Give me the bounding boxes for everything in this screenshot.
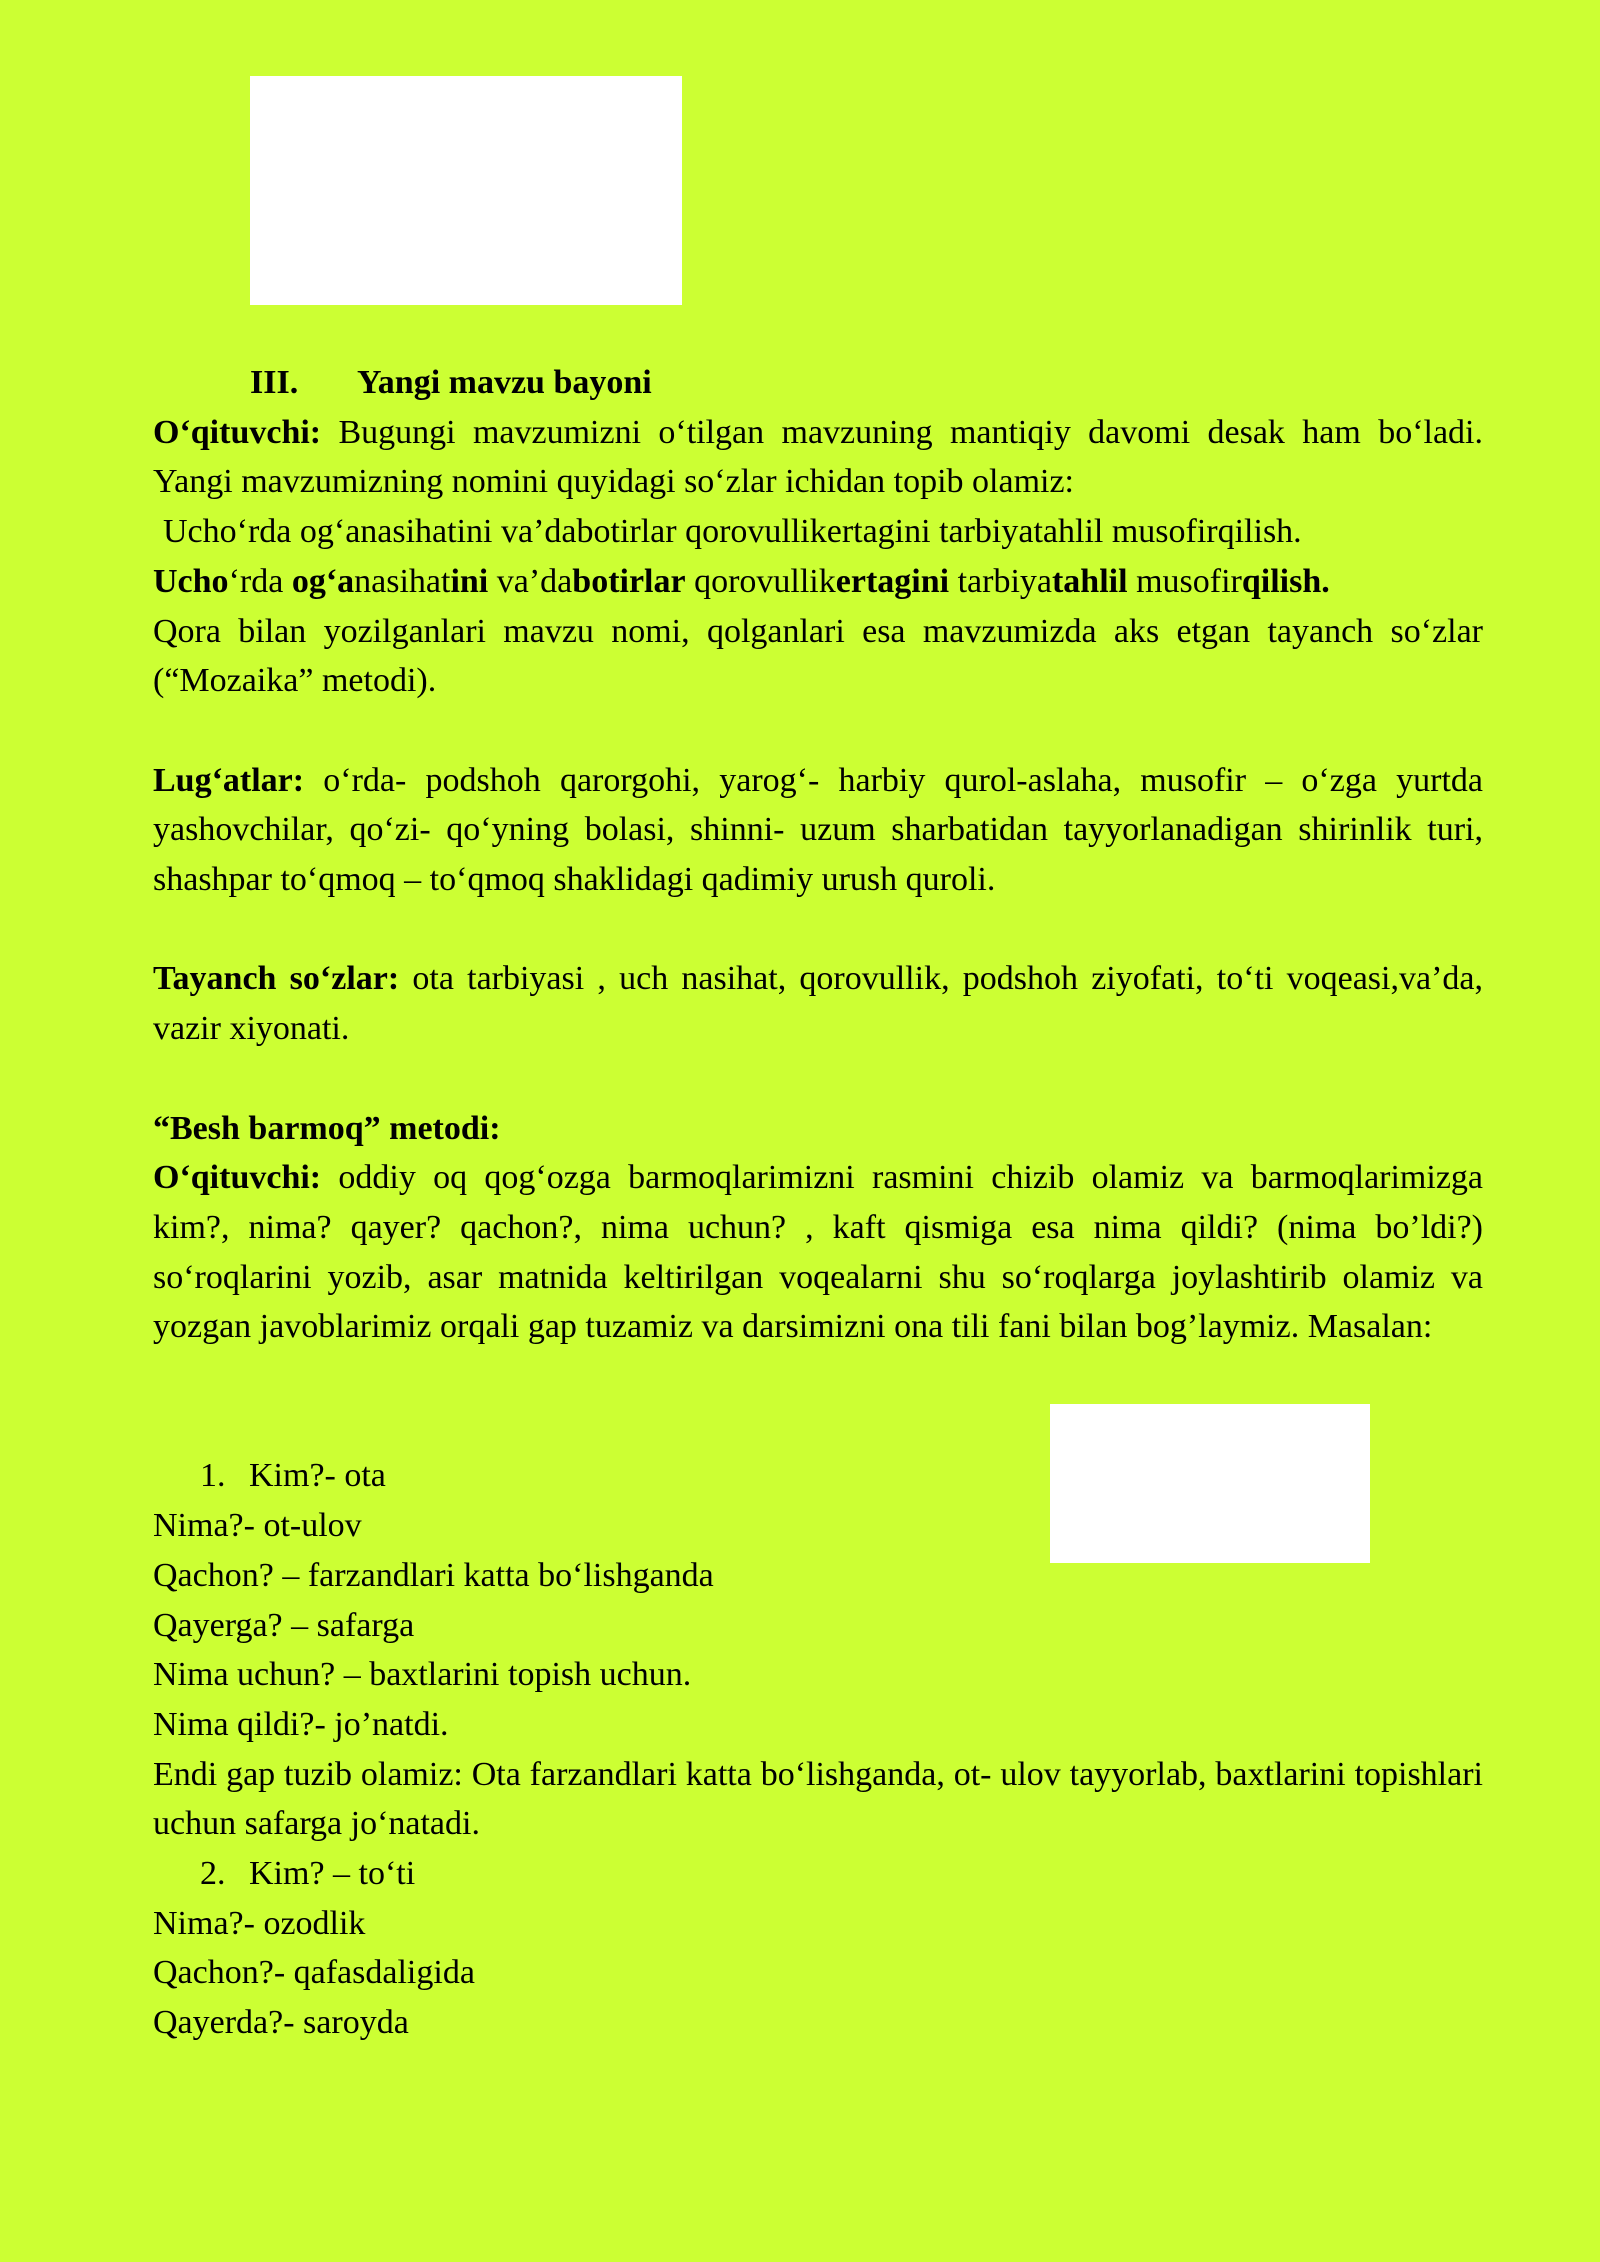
example1-line: Nima uchun? – baxtlarini topish uchun.: [153, 1656, 692, 1694]
example2-number: 2.: [200, 1855, 226, 1893]
method-label: O‘qituvchi:: [153, 1159, 322, 1197]
section-title: Yangi mavzu bayoni: [357, 364, 652, 401]
intro-label: O‘qituvchi:: [153, 413, 322, 451]
example1-item: [153, 1451, 1483, 1501]
example2-item: [153, 1849, 1483, 1899]
keywords-label: Tayanch so‘zlar:: [153, 960, 400, 998]
example1-line: Nima?- ot-ulov: [153, 1507, 362, 1545]
method-text: oddiy oq qog‘ozga barmoqlarimizni rasmini chizib olamiz va barmoqlarimizga kim?, nima? qayer? qachon?, nima uchun? , kaft qismiga esa nima qildi? (nima bo’ldi?) so‘roqlarini yozib, asar matnida keltirilgan voqealarni shu so‘roqlarga joylashtirib olamiz va yozgan javoblarimiz orqali gap tuzamiz va darsimizni ona tili fani bilan bog’laymiz. Masalan:: [153, 1159, 1483, 1346]
puzzle-highlighted-line: [153, 557, 1483, 607]
keywords-paragraph: [153, 954, 1483, 1053]
example1-line: Qachon? – farzandlari katta bo‘lishganda: [153, 1556, 714, 1594]
puzzle-fragment: ‘rda: [228, 562, 292, 600]
glossary-paragraph: [153, 756, 1483, 905]
image-placeholder-top: [250, 76, 682, 305]
puzzle-fragment: musofir: [1127, 562, 1242, 600]
topic-fragment: ini: [450, 562, 489, 600]
example1-number: 1.: [200, 1457, 226, 1495]
example1-line: Nima qildi?- jo’natdi.: [153, 1705, 449, 1743]
method-title-text: “Besh barmoq” metodi:: [153, 1109, 501, 1147]
topic-fragment: qilish.: [1241, 562, 1330, 600]
mozaika-paragraph: Qora bilan yozilganlari mavzu nomi, qolganlari esa mavzumizda aks etgan tayanch so‘zlar (“Mozaika” metodi).: [153, 612, 1483, 700]
puzzle-fragment: tarbiya: [949, 562, 1052, 600]
keywords-text: ota tarbiyasi , uch nasihat, qorovullik, podshoh ziyofati, to‘ti voqeasi,va’da, vazir xiyonati.: [153, 960, 1483, 1048]
topic-fragment: Ucho: [153, 562, 229, 600]
topic-fragment: ertagini: [835, 562, 950, 600]
puzzle-fragment: va’da: [488, 562, 573, 600]
example2-line: Qachon?- qafasdaligida: [153, 1954, 475, 1992]
method-title: [153, 1104, 1483, 1154]
topic-fragment: tahlil: [1051, 562, 1128, 600]
example2-line: Nima?- ozodlik: [153, 1904, 366, 1942]
example2-line: Qayerda?- saroyda: [153, 2004, 409, 2042]
intro-text: Bugungi mavzumizni o‘tilgan mavzuning mantiqiy davomi desak ham bo‘ladi. Yangi mavzumizning nomini quyidagi so‘zlar ichidan topib olamiz:: [153, 413, 1483, 501]
example1-line: Qayerga? – safarga: [153, 1606, 415, 1644]
puzzle-fragment: nasihat: [354, 562, 451, 600]
method-paragraph: [153, 1153, 1483, 1352]
example1-first: Kim?- ota: [249, 1457, 386, 1495]
puzzle-fragment: qorovullik: [685, 562, 836, 600]
section-number: III.: [250, 364, 299, 401]
topic-fragment: og‘a: [291, 562, 355, 600]
intro-paragraph: [153, 408, 1483, 507]
document-body: [153, 358, 1483, 2048]
glossary-label: Lug‘atlar:: [153, 761, 305, 799]
topic-fragment: botirlar: [572, 562, 686, 600]
section-heading: [153, 358, 1483, 408]
example1-sentence: Endi gap tuzib olamiz: Ota farzandlari katta bo‘lishganda, ot- ulov tayyorlab, baxtlarini topishlari uchun safarga jo‘natadi.: [153, 1755, 1483, 1843]
glossary-text: o‘rda- podshoh qarorgohi, yarog‘- harbiy qurol-aslaha, musofir – o‘zga yurtda yashovchilar, qo‘zi- qo‘yning bolasi, shinni- uzum sharbatidan tayyorlanadigan shirinlik turi, shashpar to‘qmoq – to‘qmoq shaklidagi qadimiy urush quroli.: [153, 761, 1483, 899]
puzzle-line: Ucho‘rda og‘anasihatini va’dabotirlar qorovullikertagini tarbiyatahlil musofirqilish.: [163, 513, 1302, 551]
example2-first: Kim? – to‘ti: [249, 1855, 416, 1893]
